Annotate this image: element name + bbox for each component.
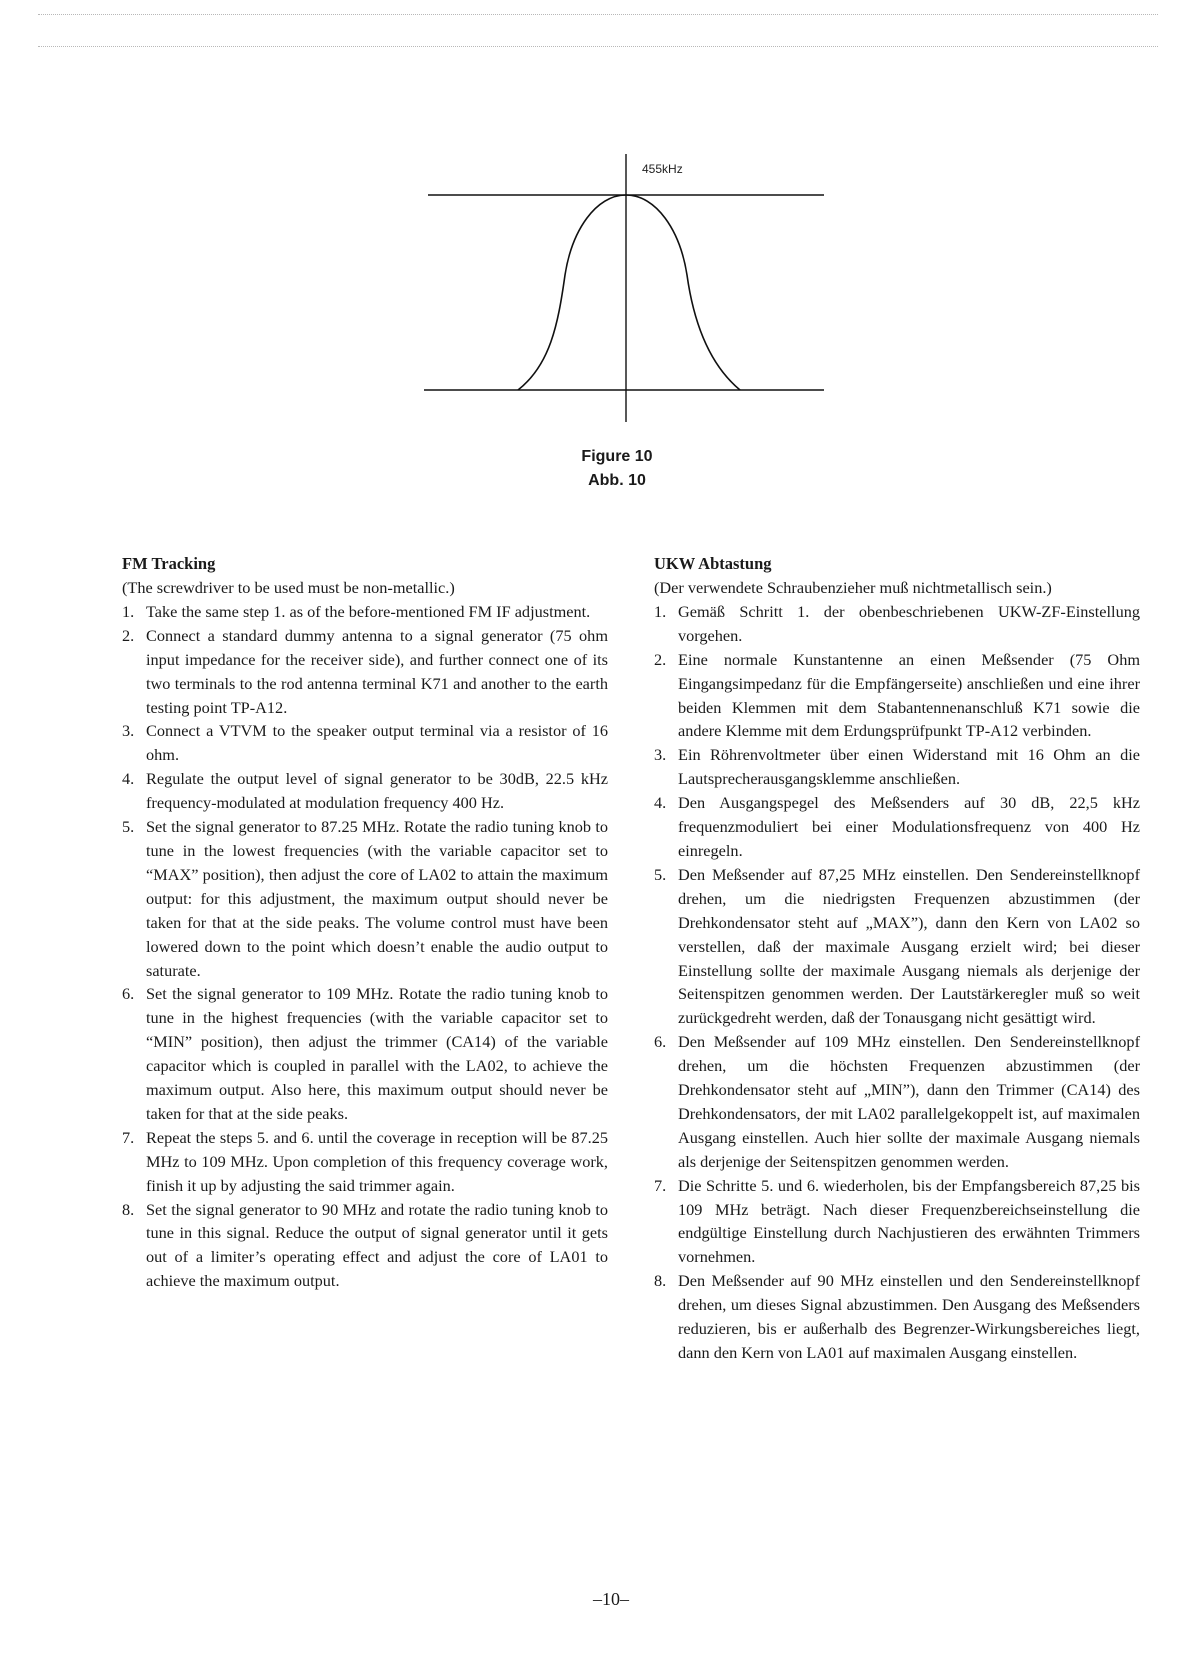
- step-text: Den Ausgangspegel des Meßsenders auf 30 dB, 22,5 kHz frequenzmoduliert bei einer Modulationsfrequenz von 400 Hz einregeln.: [678, 793, 1140, 860]
- scan-line-top-2: [38, 46, 1158, 47]
- step-text: Gemäß Schritt 1. der obenbeschriebenen UKW-ZF-Einstellung vorgehen.: [678, 601, 1140, 645]
- step-number: 4.: [654, 793, 667, 813]
- step-number: 8.: [654, 1271, 667, 1291]
- step-number: 2.: [654, 649, 667, 669]
- german-step-1: [654, 600, 1140, 648]
- step-number: 7.: [654, 1175, 667, 1195]
- figure-caption-de: Abb. 10: [588, 472, 646, 489]
- step-text: Regulate the output level of signal generator to be 30dB, 22.5 kHz frequency-modulated at modulation frequency 400 Hz.: [146, 769, 608, 813]
- german-step-2: [654, 648, 1140, 744]
- german-step-6: [654, 1030, 1140, 1173]
- step-number: 3.: [122, 721, 135, 741]
- step-text: Repeat the steps 5. and 6. until the coverage in reception will be 87.25 MHz to 109 MHz. Upon completion of this frequency coverage work, finish it up by adjusting the said trimmer again.: [146, 1127, 608, 1195]
- step-text: Set the signal generator to 87.25 MHz. Rotate the radio tuning knob to tune in the lowest frequencies (with the variable capacitor set to “MAX” position), then adjust the core of LA02 to attain the maximum output: for this adjustment, the maximum output should never be taken for that at the side peaks. The volume control must have been lowered down to the point which doesn’t enable the audio output to saturate.: [146, 817, 608, 980]
- english-column: [122, 552, 608, 1293]
- step-number: 7.: [122, 1127, 135, 1147]
- english-step-3: [122, 719, 608, 767]
- german-steps: [654, 600, 1140, 1365]
- english-step-5: [122, 815, 608, 982]
- english-step-7: [122, 1126, 608, 1198]
- step-text: Connect a VTVM to the speaker output terminal via a resistor of 16 ohm.: [146, 721, 608, 765]
- step-text: Set the signal generator to 90 MHz and rotate the radio tuning knob to tune in this signal. Reduce the output of signal generator until it gets out of a limiter’s operating effect and adjust the core of LA01 to achieve the maximum output.: [146, 1199, 608, 1291]
- step-number: 1.: [122, 601, 135, 621]
- english-heading: FM Tracking: [122, 554, 216, 573]
- german-step-5: [654, 863, 1140, 1030]
- bell-curve: [518, 195, 740, 390]
- step-number: 8.: [122, 1199, 135, 1219]
- step-number: 6.: [122, 984, 135, 1004]
- english-step-1: [122, 600, 608, 624]
- english-step-8: [122, 1198, 608, 1294]
- step-number: 2.: [122, 625, 135, 645]
- step-text: Den Meßsender auf 90 MHz einstellen und den Sendereinstellknopf drehen, um dieses Signal abzustimmen. Den Ausgang des Meßsenders reduzieren, bis er außerhalb des Begrenzer-Wirkungsbereiches liegt, dann den Kern von LA01 auf maximalen Ausgang einstellen.: [678, 1271, 1140, 1362]
- german-step-7: [654, 1174, 1140, 1270]
- english-step-6: [122, 982, 608, 1125]
- step-text: Den Meßsender auf 87,25 MHz einstellen. Den Sendereinstellknopf drehen, um die niedrigsten Frequenzen abzustimmen (der Drehkondensator steht auf „MAX”), dann den Kern von LA02 so verstellen, daß der maximale Ausgang erzielt wird; bei dieser Einstellung sollte der maximale Ausgang niemals als derjenige der Seitenspitzen genommen werden. Der Lautstärkeregler muß so weit zurückgedreht werden, daß der Tonausgang nicht gesättigt wird.: [678, 864, 1140, 1028]
- step-number: 3.: [654, 745, 667, 765]
- step-text: Den Meßsender auf 109 MHz einstellen. Den Sendereinstellknopf drehen, um die höchsten Frequenzen abzustimmen (der Drehkondensator steht auf „MIN”), dann den Trimmer (CA14) des Drehkondensators, der mit LA02 parallelgekoppelt ist, auf maximalen Ausgang einstellen. Auch hier sollte der maximale Ausgang niemals als derjenige der Seitenspitzen genommen werden.: [678, 1032, 1140, 1171]
- german-intro: (Der verwendete Schraubenzieher muß nichtmetallisch sein.): [654, 578, 1052, 597]
- german-step-4: [654, 791, 1140, 863]
- step-text: Eine normale Kunstantenne an einen Meßsender (75 Ohm Eingangsimpedanz für die Empfängerseite) anschließen und eine ihrer beiden Klemmen mit dem Stabantennenanschluß K71 sowie die andere Klemme mit dem Erdungsprüfpunkt TP-A12 verbinden.: [678, 649, 1140, 741]
- step-number: 4.: [122, 769, 135, 789]
- step-number: 5.: [122, 817, 135, 837]
- english-steps: [122, 600, 608, 1293]
- marker-label-455khz: 455kHz: [642, 162, 683, 176]
- english-step-4: [122, 767, 608, 815]
- english-step-2: [122, 624, 608, 720]
- step-text: Die Schritte 5. und 6. wiederholen, bis der Empfangsbereich 87,25 bis 109 MHz beträgt. Nach dieser Frequenzbereichseinstellung die endgültige Einstellung durch Nachjustieren des erwähnten Trimmers vornehmen.: [678, 1175, 1140, 1267]
- german-step-3: [654, 743, 1140, 791]
- scan-line-top: [38, 14, 1158, 15]
- step-text: Connect a standard dummy antenna to a signal generator (75 ohm input impedance for the receiver side), and further connect one of its two terminals to the rod antenna terminal K71 and another to the earth testing point TP-A12.: [146, 625, 608, 717]
- step-text: Ein Röhrenvoltmeter über einen Widerstand mit 16 Ohm an die Lautsprecherausgangsklemme anschließen.: [678, 745, 1140, 789]
- german-heading: UKW Abtastung: [654, 554, 772, 573]
- figure-caption-en: Figure 10: [581, 448, 653, 465]
- english-intro: (The screwdriver to be used must be non-metallic.): [122, 578, 455, 597]
- step-text: Set the signal generator to 109 MHz. Rotate the radio tuning knob to tune in the highest frequencies (with the variable capacitor set to “MIN” position), then adjust the trimmer (CA14) of the variable capacitor which is coupled in parallel with the LA02, to achieve the maximum output. Also here, this maximum output should never be taken for that at the side peaks.: [146, 984, 608, 1123]
- step-number: 1.: [654, 601, 667, 621]
- step-text: Take the same step 1. as of the before-mentioned FM IF adjustment.: [146, 601, 591, 621]
- step-number: 6.: [654, 1032, 667, 1052]
- german-column: [654, 552, 1140, 1365]
- step-number: 5.: [654, 864, 667, 884]
- page-number: –10–: [593, 1589, 629, 1609]
- response-curve-figure: [420, 150, 840, 430]
- response-curve-diagram: [420, 150, 840, 430]
- german-step-8: [654, 1269, 1140, 1365]
